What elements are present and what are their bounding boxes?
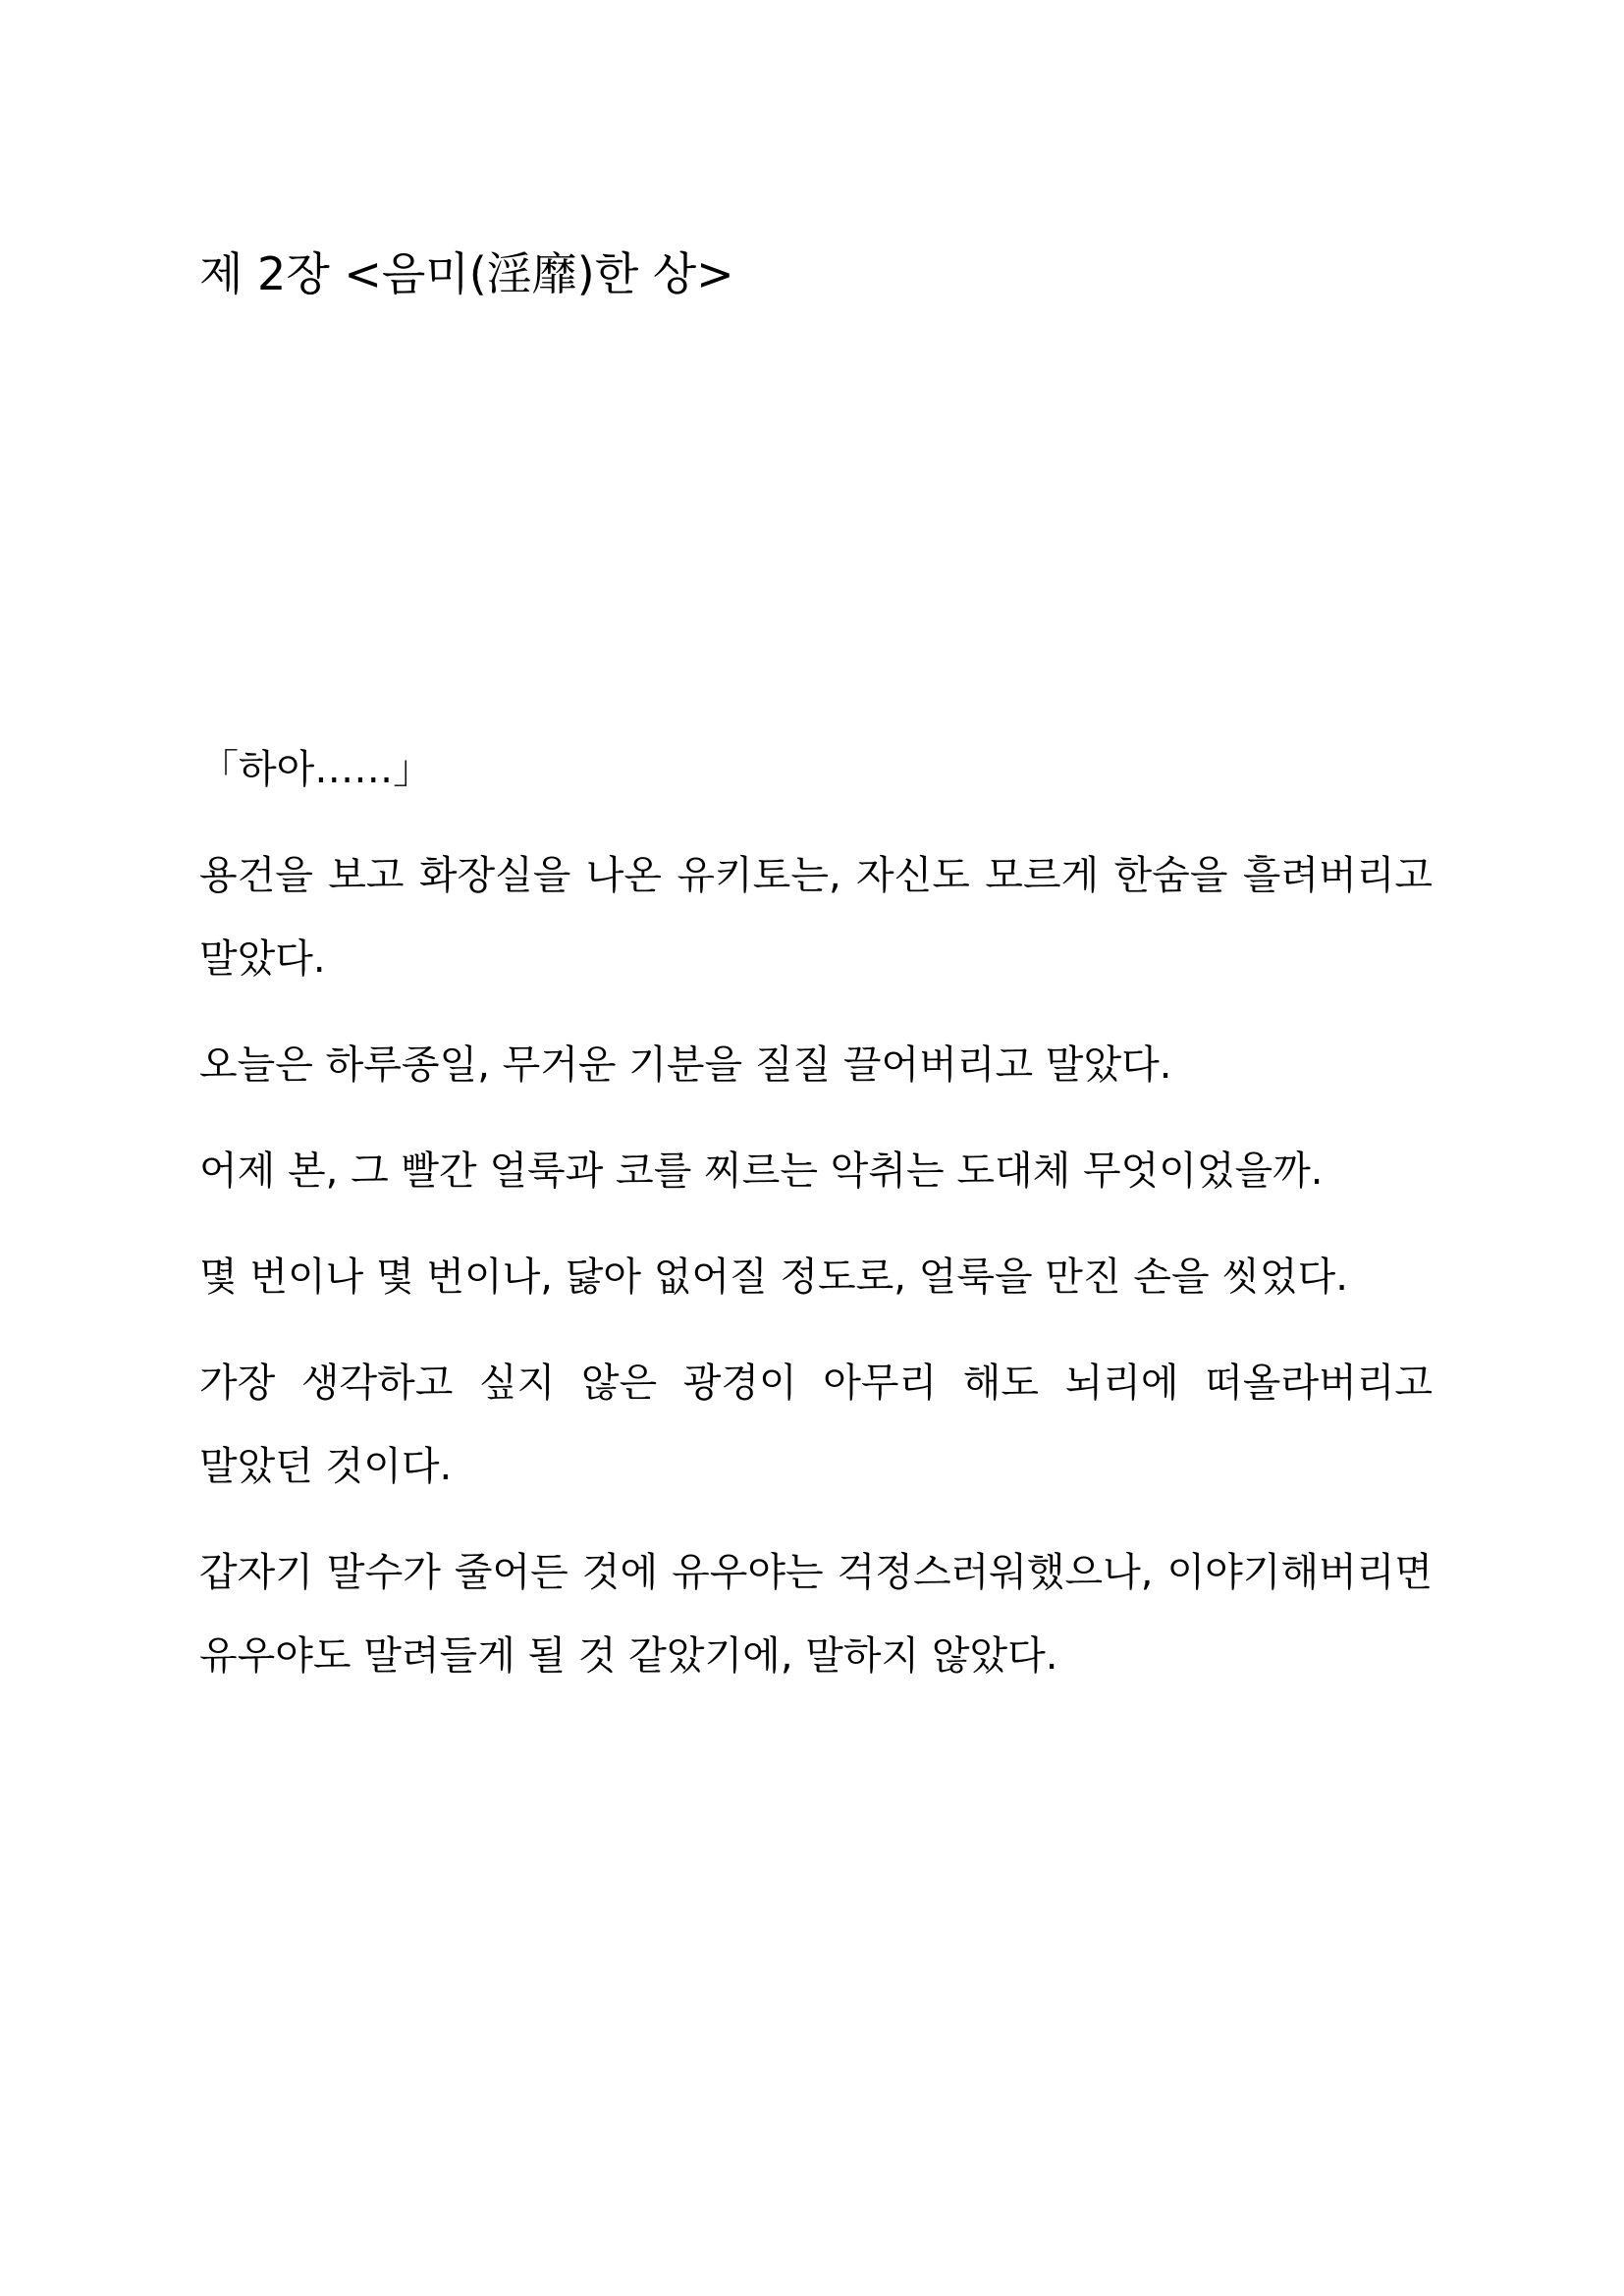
paragraph-red-stain: 어제 본, 그 빨간 얼룩과 코를 찌르는 악취는 도대체 무엇이었을까. <box>199 1148 1324 1194</box>
paragraph-heavy-mood: 오늘은 하루종일, 무거운 기분을 질질 끌어버리고 말았다. <box>199 1042 1172 1088</box>
chapter-title: 제 2장 <음미(淫靡)한 상> <box>199 247 734 300</box>
body-text <box>199 728 1433 1698</box>
paragraph-washing-hands: 몇 번이나 몇 번이나, 닳아 없어질 정도로, 얼룩을 만진 손을 씻었다. <box>199 1255 1348 1300</box>
paragraph-recurring-scene: 가장 생각하고 싶지 않은 광경이 아무리 해도 뇌리에 떠올라버리고 말았던 것이다. <box>199 1361 1433 1489</box>
paragraph-leaving-restroom: 용건을 보고 화장실을 나온 유키토는, 자신도 모르게 한숨을 흘려버리고 말았다. <box>199 853 1433 982</box>
paragraph-sigh: 「하아……」 <box>199 747 433 792</box>
paragraph-yuuya-worry: 갑자기 말수가 줄어든 것에 유우야는 걱정스러워했으나, 이야기해버리면 유우야도 말려들게 될 것 같았기에, 말하지 않았다. <box>199 1550 1433 1679</box>
